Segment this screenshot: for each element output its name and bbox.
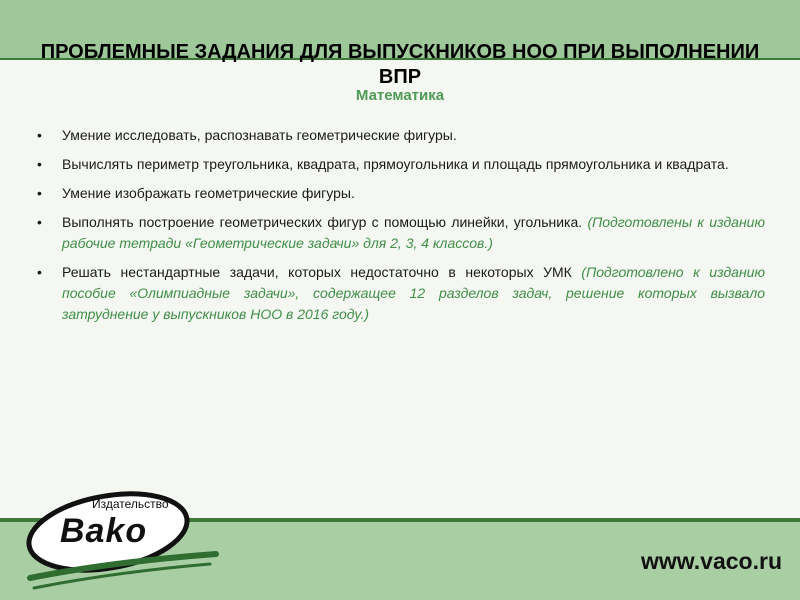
bullet-text: Умение изображать геометрические фигуры.: [62, 185, 355, 201]
logo-wordmark: Bako: [60, 512, 148, 550]
bullet-item: [34, 262, 765, 325]
bullet-text: Решать нестандартные задачи, которых недостаточно в некоторых УМК: [62, 264, 572, 280]
bullet-text: Вычислять периметр треугольника, квадрата, прямоугольника и площадь прямоугольника и квадрата.: [62, 156, 729, 172]
bullet-item: [34, 183, 765, 204]
bullet-marker: •: [37, 264, 42, 280]
page-subtitle: Математика: [355, 87, 445, 104]
bullet-marker: •: [37, 127, 42, 143]
bullet-marker: •: [37, 185, 42, 201]
page-title: ПРОБЛЕМНЫЕ ЗАДАНИЯ ДЛЯ ВЫПУСКНИКОВ НОО ПРИ ВЫПОЛНЕНИИ ВПР: [40, 41, 760, 88]
bullet-note: (Подготовлено к изданию пособие «Олимпиадные задачи», содержащее 12 разделов задач, решение которых вызвало затруднение у выпускников НОО в 2016 году.): [62, 264, 765, 322]
bullet-text: Выполнять построение геометрических фигур с помощью линейки, угольника.: [62, 214, 583, 230]
bullet-marker: •: [37, 214, 42, 230]
bullet-item: [34, 125, 765, 146]
logo-publisher-label: Издательство: [92, 497, 169, 511]
website-url: www.vaco.ru: [640, 548, 782, 574]
bullet-item: [34, 154, 765, 175]
bullet-list: [34, 125, 765, 333]
bullet-note: (Подготовлены к изданию рабочие тетради «Геометрические задачи» для 2, 3, 4 классов.): [62, 214, 765, 251]
bullet-text: Умение исследовать, распознавать геометрические фигуры.: [62, 127, 457, 143]
bullet-item: [34, 212, 765, 254]
bullet-marker: •: [37, 156, 42, 172]
